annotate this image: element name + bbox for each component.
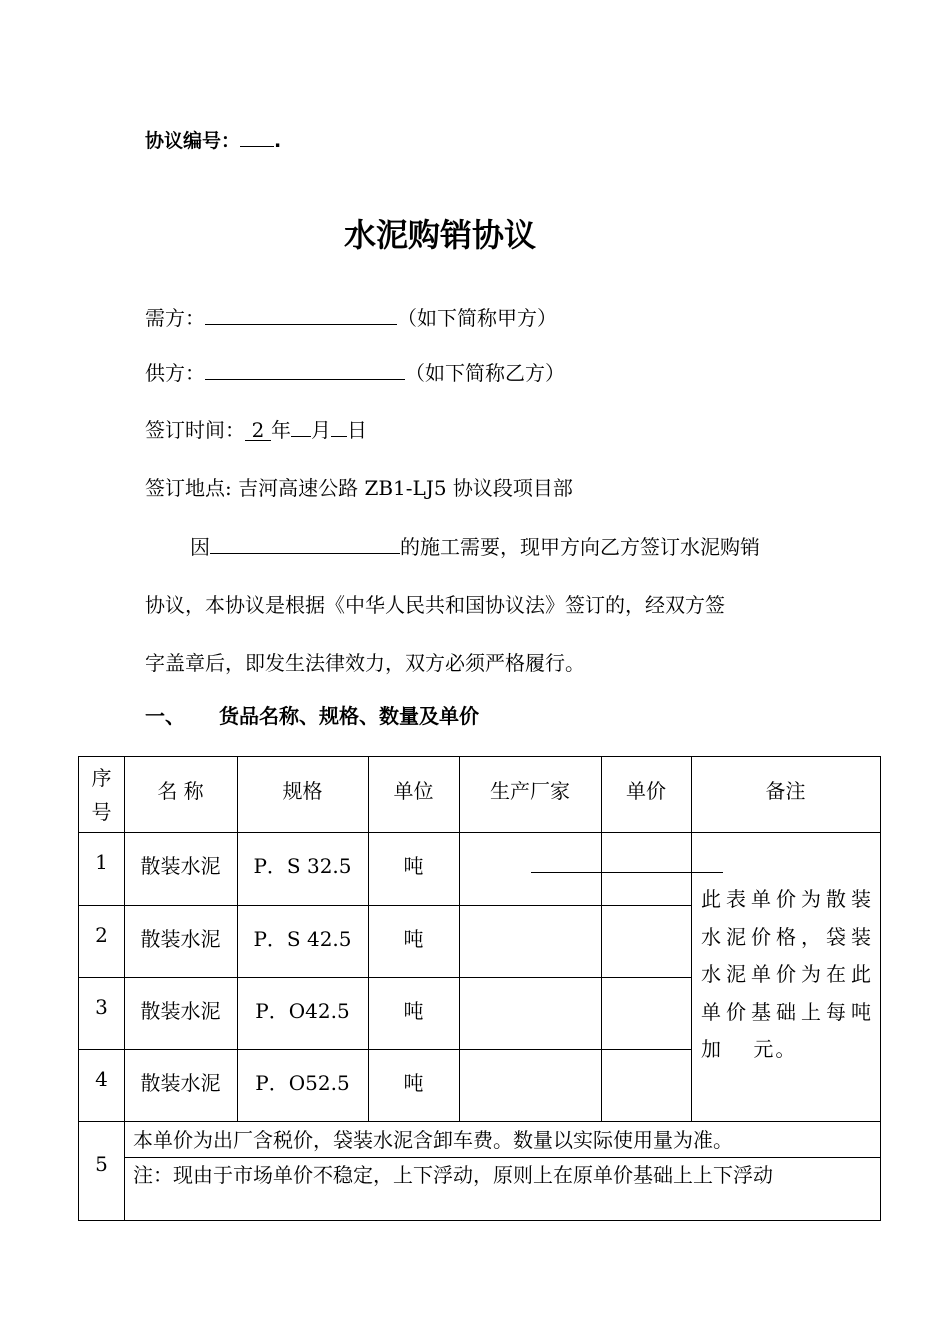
- agreement-number: [145, 125, 281, 153]
- row-seq: 2: [95, 923, 108, 947]
- agreement-number-suffix: .: [274, 129, 282, 152]
- header-name: 名 称: [157, 779, 204, 803]
- section-one-heading: [145, 700, 479, 729]
- table-rule: [691, 757, 692, 1121]
- row-spec: P．O52.5: [255, 1071, 350, 1095]
- table-rule: [124, 1157, 880, 1158]
- row-name: 散装水泥: [140, 927, 221, 951]
- section-one-number: 一、: [145, 704, 185, 728]
- buyer-blank: [205, 302, 397, 325]
- row-unit: 吨: [403, 999, 424, 1023]
- header-maker: 生产厂家: [490, 779, 570, 803]
- table-rule: [124, 757, 125, 1220]
- row5-note-2: 注：现由于市场单价不稳定，上下浮动，原则上在原单价基础上上下浮动: [133, 1163, 773, 1187]
- header-seq-line1: 序: [91, 766, 112, 790]
- preamble-line-1: [190, 531, 760, 560]
- row-unit: 吨: [403, 1071, 424, 1095]
- seller-line: [145, 357, 565, 386]
- header-price: 单价: [626, 779, 666, 803]
- remark-text: [701, 881, 873, 1069]
- row-unit: 吨: [403, 854, 424, 878]
- seller-suffix: （如下简称乙方）: [405, 361, 565, 385]
- document-title: 水泥购销协议: [343, 216, 536, 254]
- preamble-start: 因: [190, 535, 210, 559]
- remark-line: 水泥单价为在此: [701, 962, 873, 986]
- buyer-suffix: （如下简称甲方）: [397, 306, 557, 330]
- row-unit: 吨: [403, 927, 424, 951]
- signing-year-value: 2: [245, 418, 271, 441]
- row-spec: P．O42.5: [255, 999, 350, 1023]
- day-label: 日: [347, 418, 367, 442]
- row-spec: P．S 42.5: [253, 927, 352, 951]
- table-rule: [79, 832, 880, 833]
- table-rule: [459, 757, 460, 1121]
- row5-note-1: 本单价为出厂含税价，袋装水泥含卸车费。数量以实际使用量为准。: [133, 1128, 733, 1152]
- header-seq-line2: 号: [91, 800, 112, 824]
- project-blank: [210, 531, 400, 554]
- row-seq: 3: [95, 995, 108, 1019]
- row-spec: P．S 32.5: [253, 854, 352, 878]
- row-name: 散装水泥: [140, 999, 221, 1023]
- signing-place-label: 签订地点:: [145, 476, 232, 500]
- preamble-line1-end: 的施工需要，现甲方向乙方签订水泥购销: [400, 535, 760, 559]
- remark-line: 水泥价格，袋装: [701, 924, 873, 949]
- signing-time-line: [145, 414, 367, 443]
- goods-table: [78, 756, 881, 1221]
- month-label: 月: [311, 418, 331, 442]
- table-rule: [601, 757, 602, 1121]
- header-seq: [79, 761, 124, 829]
- section-one-title: 货品名称、规格、数量及单价: [219, 704, 479, 728]
- month-blank: [291, 414, 311, 437]
- row-seq: 4: [95, 1067, 108, 1091]
- preamble-line-3: 字盖章后，即发生法律效力，双方必须严格履行。: [145, 651, 585, 675]
- row5-seq: 5: [95, 1152, 108, 1176]
- signing-place-value: 吉河高速公路 ZB1-LJ5 协议段项目部: [238, 476, 573, 500]
- agreement-number-blank: [240, 125, 274, 147]
- header-remark: 备注: [765, 779, 806, 803]
- day-blank: [331, 414, 347, 437]
- remark-line: 此表单价为散装: [701, 887, 873, 911]
- seller-label: 供方：: [145, 361, 205, 385]
- header-spec: 规格: [282, 779, 323, 803]
- year-label: 年: [271, 418, 291, 442]
- row-name: 散装水泥: [140, 1071, 221, 1095]
- buyer-label: 需方：: [145, 306, 205, 330]
- remark-line: 单价基础上每吨: [701, 999, 873, 1024]
- price-blank: [531, 872, 723, 873]
- table-rule: [79, 1121, 880, 1122]
- agreement-number-label: 协议编号：: [145, 129, 241, 152]
- preamble-line-2: 协议，本协议是根据《中华人民共和国协议法》签订的，经双方签: [145, 593, 725, 617]
- seller-blank: [205, 357, 405, 380]
- buyer-line: [145, 302, 557, 331]
- remark-line: 加 元。: [701, 1037, 798, 1061]
- header-unit: 单位: [393, 779, 434, 803]
- signing-place-line: [145, 472, 573, 501]
- row-name: 散装水泥: [140, 854, 221, 878]
- signing-time-label: 签订时间：: [145, 418, 245, 442]
- row-seq: 1: [95, 850, 108, 874]
